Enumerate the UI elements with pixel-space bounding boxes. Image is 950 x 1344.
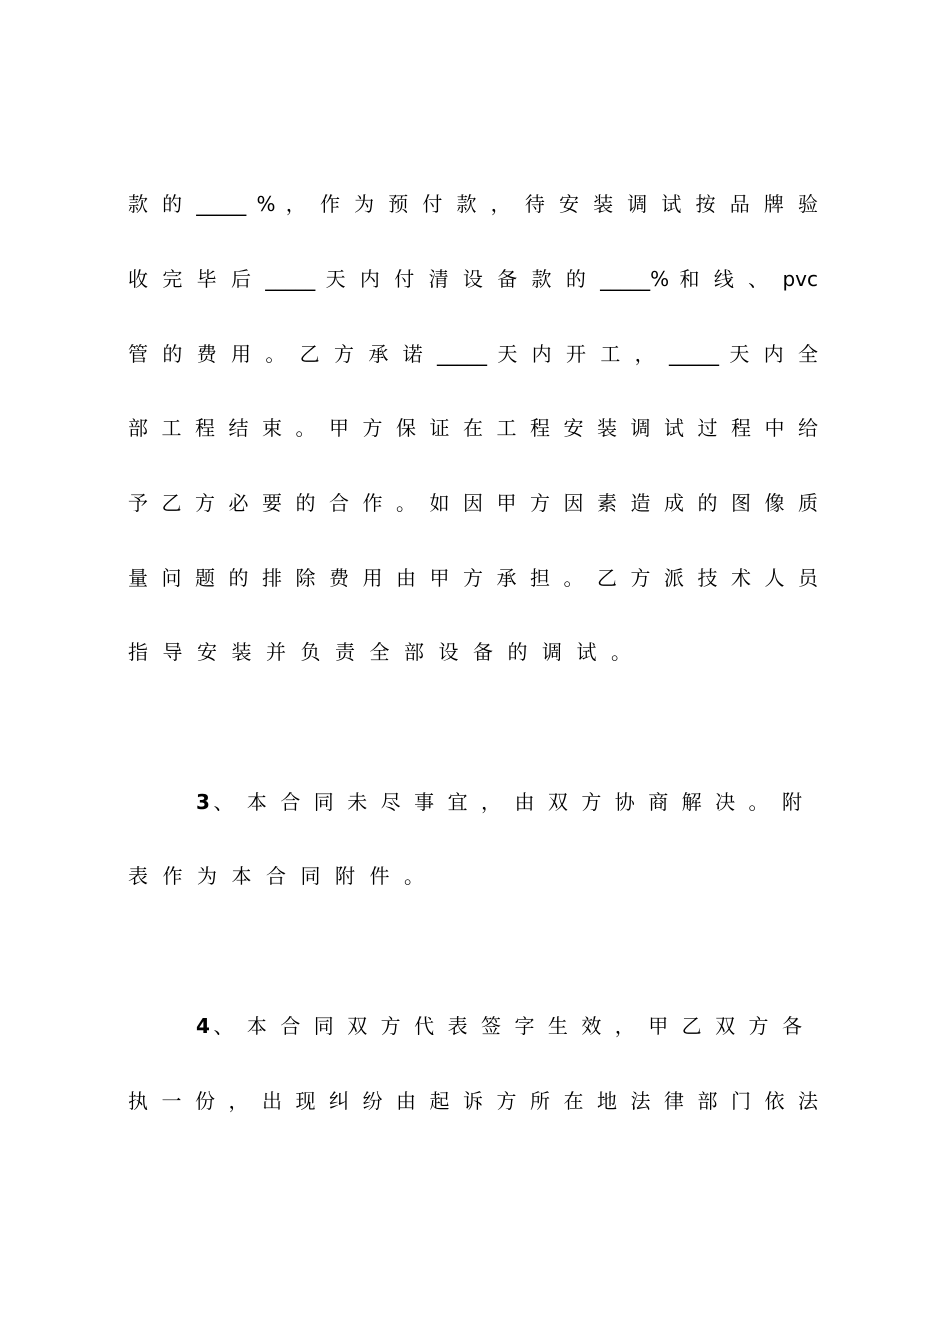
clause-3-text: 、 本 合 同 未 尽 事 宜 ， 由 双 方 协 商 解 决 。 附 [209, 790, 802, 814]
clause-3-second-line: 表作为本合同附件。 [128, 864, 439, 888]
clause-3-first-line [196, 788, 802, 816]
clause-4-text: 、 本 合 同 双 方 代 表 签 字 生 效 ， 甲 乙 双 方 各 [209, 1014, 802, 1038]
paragraph-line: 款 的 _____ % ， 作 为 预 付 款 ， 待 安 装 调 试 按 品 牌 验 [128, 192, 818, 216]
paragraph-line: 部 工 程 结 束 。 甲 方 保 证 在 工 程 安 装 调 试 过 程 中 给 [128, 416, 818, 440]
paragraph-line: 管 的 费 用 。 乙 方 承 诺 _____ 天 内 开 工 ， _____ 天 内 全 [128, 342, 818, 366]
paragraph-line: 收 完 毕 后 _____ 天 内 付 清 设 备 款 的 _____% 和 线 、 pvc [128, 267, 818, 291]
clause-3-number: 3 [196, 790, 210, 814]
clause-4-number: 4 [196, 1014, 210, 1038]
paragraph-last-line: 指导安装并负责全部设备的调试。 [128, 640, 646, 664]
clause-4-second-line: 执 一 份 ， 出 现 纠 纷 由 起 诉 方 所 在 地 法 律 部 门 依 法 [128, 1089, 818, 1113]
paragraph-line: 予 乙 方 必 要 的 合 作 。 如 因 甲 方 因 素 造 成 的 图 像 质 [128, 491, 818, 515]
paragraph-line: 量 问 题 的 排 除 费 用 由 甲 方 承 担 。 乙 方 派 技 术 人 员 [128, 566, 818, 590]
clause-4-first-line [196, 1012, 802, 1040]
